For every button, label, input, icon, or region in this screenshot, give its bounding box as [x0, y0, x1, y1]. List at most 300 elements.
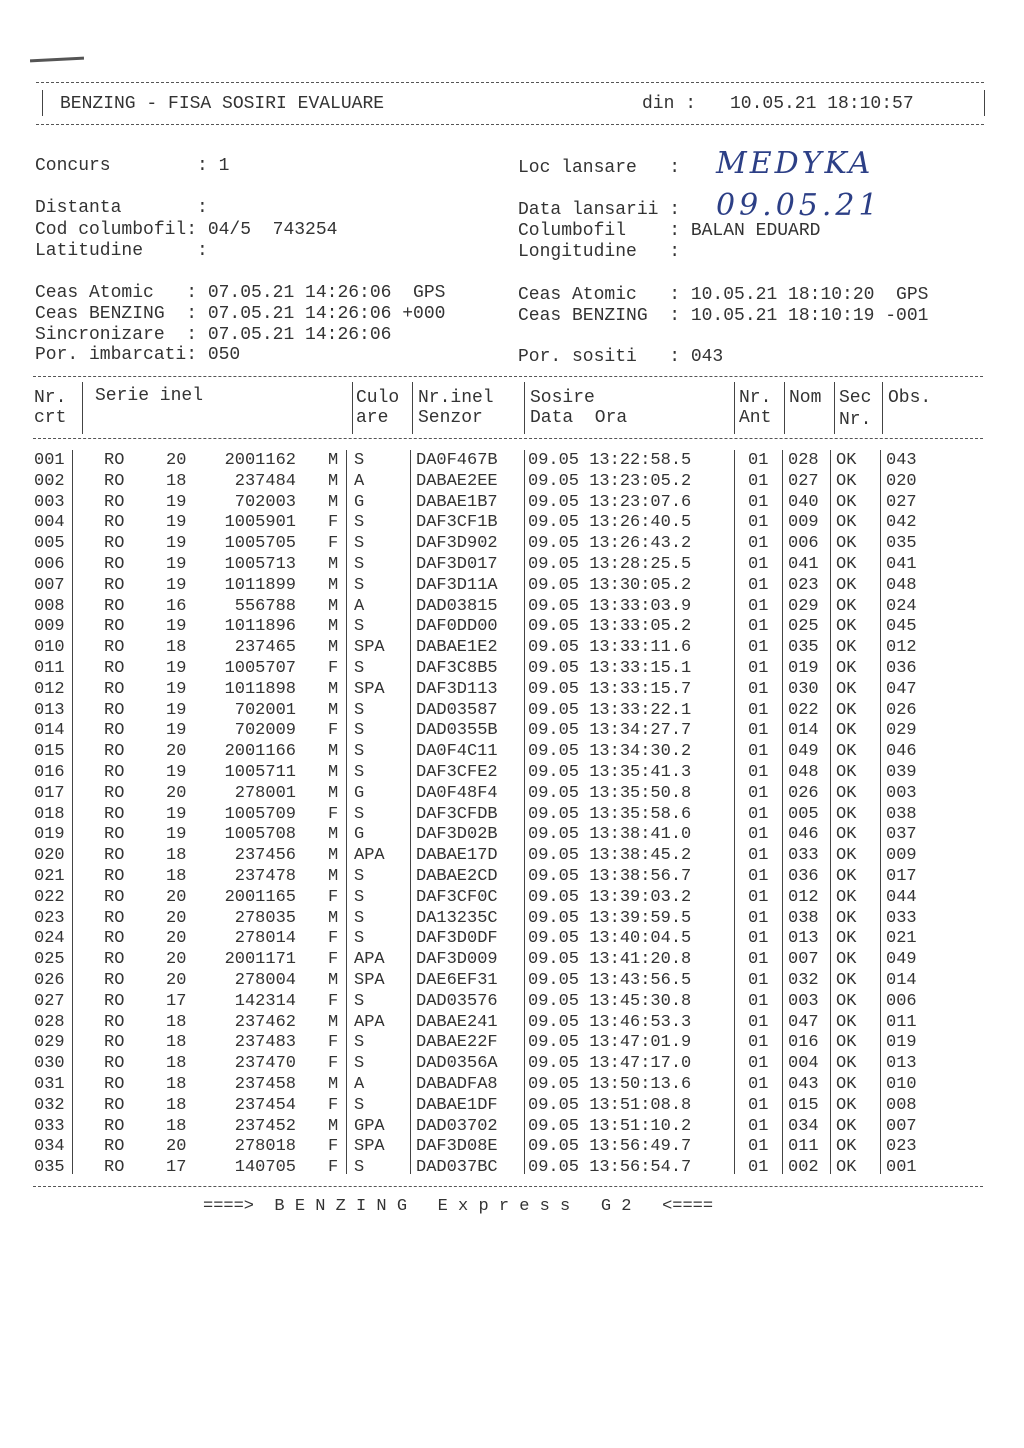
cell-sex: M — [328, 575, 339, 595]
cell-ring: 1011898 — [224, 679, 296, 699]
cell-year: 17 — [166, 1158, 187, 1178]
cell-year: 18 — [166, 1116, 187, 1136]
col-header-crt: crt — [34, 408, 67, 428]
col-header-nr-ant: Nr. — [739, 388, 772, 408]
cell-nom: 019 — [788, 659, 819, 678]
cell-sex: F — [328, 513, 339, 533]
cell-color: SPA — [354, 679, 385, 699]
cell-arrival: 09.05 13:38:45.2 — [528, 846, 692, 866]
cell-nom: 022 — [788, 700, 819, 720]
print-date-label: din : — [642, 94, 697, 114]
cell-obs: 021 — [886, 929, 917, 949]
cell-arrival: 09.05 13:35:50.8 — [528, 783, 692, 803]
cell-ant: 01 — [748, 763, 769, 782]
cell-country: RO — [104, 908, 125, 928]
cell-sensor: DAD03702 — [416, 1116, 498, 1136]
col-header-senzor: Senzor — [418, 408, 483, 428]
cell-ant: 01 — [748, 1116, 769, 1136]
cell-ant: 01 — [748, 700, 769, 720]
cell-nom: 047 — [788, 1012, 819, 1032]
cell-obs: 020 — [886, 471, 917, 491]
cell-sex: M — [328, 763, 339, 782]
cell-obs: 039 — [886, 763, 917, 782]
cell-ant: 01 — [748, 908, 769, 928]
cell-sensor: DAF3D113 — [416, 679, 498, 699]
cell-color: A — [354, 1075, 365, 1094]
cell-country: RO — [104, 929, 125, 949]
cell-sex: M — [328, 700, 339, 720]
cell-sex: F — [328, 804, 339, 824]
cell-year: 18 — [166, 1095, 187, 1115]
cell-nom: 023 — [788, 575, 819, 595]
cell-arrival: 09.05 13:33:22.1 — [528, 700, 692, 720]
cell-year: 20 — [166, 451, 187, 470]
cell-color: APA — [354, 846, 385, 866]
col-header-nr: Nr. — [34, 388, 67, 408]
cell-country: RO — [104, 1075, 125, 1094]
cell-sec: OK — [836, 534, 857, 554]
cell-sec: OK — [836, 1054, 857, 1074]
cell-color: A — [354, 471, 365, 491]
cell-country: RO — [104, 1158, 125, 1178]
cell-nom: 028 — [788, 451, 819, 470]
cell-country: RO — [104, 513, 125, 533]
cell-nr-crt: 035 — [34, 1158, 65, 1178]
cell-arrival: 09.05 13:39:59.5 — [528, 908, 692, 928]
cell-ant: 01 — [748, 950, 769, 970]
cell-nom: 016 — [788, 1033, 819, 1053]
cell-country: RO — [104, 950, 125, 970]
cell-arrival: 09.05 13:23:07.6 — [528, 492, 692, 512]
cell-sensor: DAF3D902 — [416, 534, 498, 554]
cell-nom: 026 — [788, 783, 819, 803]
cell-country: RO — [104, 492, 125, 512]
cell-sec: OK — [836, 513, 857, 533]
cell-country: RO — [104, 742, 125, 762]
cell-sec: OK — [836, 867, 857, 886]
cell-country: RO — [104, 638, 125, 658]
col-header-sec-nr: Nr. — [839, 410, 872, 430]
cell-sec: OK — [836, 1158, 857, 1178]
cell-year: 18 — [166, 1012, 187, 1032]
cell-sensor: DAD0356A — [416, 1054, 498, 1074]
cell-obs: 009 — [886, 846, 917, 866]
cell-ant: 01 — [748, 659, 769, 678]
cell-ant: 01 — [748, 617, 769, 637]
cell-nr-crt: 024 — [34, 929, 65, 949]
cell-ring: 2001166 — [224, 742, 296, 762]
cell-ring: 237458 — [234, 1075, 296, 1094]
cell-arrival: 09.05 13:46:53.3 — [528, 1012, 692, 1032]
cell-country: RO — [104, 887, 125, 907]
cell-obs: 036 — [886, 659, 917, 678]
cell-ant: 01 — [748, 575, 769, 595]
cell-sex: M — [328, 1075, 339, 1094]
cell-color: SPA — [354, 971, 385, 990]
cell-ring: 237478 — [234, 867, 296, 886]
cell-country: RO — [104, 1137, 125, 1157]
cell-obs: 029 — [886, 721, 917, 741]
cell-arrival: 09.05 13:34:30.2 — [528, 742, 692, 762]
cell-sensor: DAF3D08E — [416, 1137, 498, 1157]
cell-ant: 01 — [748, 513, 769, 533]
cell-ant: 01 — [748, 742, 769, 762]
cell-sensor: DA0F48F4 — [416, 783, 498, 803]
cell-ring: 1011896 — [224, 617, 296, 637]
cell-ant: 01 — [748, 1012, 769, 1032]
cell-color: S — [354, 804, 365, 824]
cell-nr-crt: 006 — [34, 555, 65, 574]
cell-sex: F — [328, 929, 339, 949]
cell-ring: 2001165 — [224, 887, 296, 907]
cell-sec: OK — [836, 1033, 857, 1053]
cell-year: 19 — [166, 513, 187, 533]
cell-ant: 01 — [748, 825, 769, 845]
cell-ring: 1005713 — [224, 555, 296, 574]
cell-color: S — [354, 991, 365, 1011]
cell-ant: 01 — [748, 971, 769, 990]
cell-nom: 036 — [788, 867, 819, 886]
cell-nr-crt: 012 — [34, 679, 65, 699]
cell-obs: 027 — [886, 492, 917, 512]
cell-sensor: DA0F467B — [416, 451, 498, 470]
cell-sensor: DABADFA8 — [416, 1075, 498, 1094]
cell-year: 17 — [166, 991, 187, 1011]
cell-sex: M — [328, 451, 339, 470]
cell-ring: 237462 — [234, 1012, 296, 1032]
col-header-nr-inel: Nr.inel — [418, 388, 494, 408]
cell-color: S — [354, 887, 365, 907]
cell-ring: 278004 — [234, 971, 296, 990]
cell-sensor: DAF3CF1B — [416, 513, 498, 533]
cell-sec: OK — [836, 555, 857, 574]
cell-ant: 01 — [748, 451, 769, 470]
cell-ring: 1005705 — [224, 534, 296, 554]
cell-sex: M — [328, 617, 339, 637]
cell-color: S — [354, 742, 365, 762]
cell-ant: 01 — [748, 1158, 769, 1178]
cell-obs: 045 — [886, 617, 917, 637]
cell-year: 18 — [166, 1054, 187, 1074]
cell-country: RO — [104, 991, 125, 1011]
cell-year: 19 — [166, 679, 187, 699]
cell-sensor: DAF3D02B — [416, 825, 498, 845]
cell-sec: OK — [836, 1095, 857, 1115]
cell-sec: OK — [836, 1075, 857, 1094]
cell-color: SPA — [354, 638, 385, 658]
cell-color: S — [354, 617, 365, 637]
cell-arrival: 09.05 13:35:41.3 — [528, 763, 692, 782]
cell-sensor: DABAE2CD — [416, 867, 498, 886]
cell-sec: OK — [836, 721, 857, 741]
cell-nr-crt: 018 — [34, 804, 65, 824]
cell-year: 19 — [166, 700, 187, 720]
cell-color: S — [354, 867, 365, 886]
cell-ant: 01 — [748, 846, 769, 866]
col-header-data-ora: Data Ora — [530, 408, 628, 428]
cell-color: S — [354, 659, 365, 678]
cell-year: 19 — [166, 575, 187, 595]
cell-country: RO — [104, 1012, 125, 1032]
cell-arrival: 09.05 13:56:54.7 — [528, 1158, 692, 1178]
cell-nom: 013 — [788, 929, 819, 949]
cell-sex: F — [328, 534, 339, 554]
columbofil-field: Columbofil : BALAN EDUARD — [518, 221, 821, 241]
cell-arrival: 09.05 13:34:27.7 — [528, 721, 692, 741]
cell-ring: 237483 — [234, 1033, 296, 1053]
cell-obs: 042 — [886, 513, 917, 533]
cell-nr-crt: 033 — [34, 1116, 65, 1136]
cell-arrival: 09.05 13:33:11.6 — [528, 638, 692, 658]
cell-country: RO — [104, 471, 125, 491]
cell-sensor: DAD03576 — [416, 991, 498, 1011]
cell-ring: 1005707 — [224, 659, 296, 678]
cell-sec: OK — [836, 659, 857, 678]
cell-ant: 01 — [748, 1033, 769, 1053]
cell-year: 18 — [166, 638, 187, 658]
cell-obs: 010 — [886, 1075, 917, 1094]
cell-sensor: DAF3D017 — [416, 555, 498, 574]
cell-obs: 017 — [886, 867, 917, 886]
cell-ant: 01 — [748, 887, 769, 907]
cell-sensor: DAD03815 — [416, 596, 498, 616]
cell-sex: M — [328, 867, 339, 886]
cell-nom: 049 — [788, 742, 819, 762]
cell-color: S — [354, 1033, 365, 1053]
cell-arrival: 09.05 13:38:41.0 — [528, 825, 692, 845]
cell-ant: 01 — [748, 471, 769, 491]
cell-obs: 007 — [886, 1116, 917, 1136]
cell-sensor: DAF3CF0C — [416, 887, 498, 907]
cell-arrival: 09.05 13:51:08.8 — [528, 1095, 692, 1115]
cell-obs: 003 — [886, 783, 917, 803]
cell-ring: 1011899 — [224, 575, 296, 595]
cell-sec: OK — [836, 929, 857, 949]
cell-color: S — [354, 1158, 365, 1178]
cell-country: RO — [104, 575, 125, 595]
cell-sec: OK — [836, 700, 857, 720]
cell-nr-crt: 003 — [34, 492, 65, 512]
cell-nr-crt: 014 — [34, 721, 65, 741]
cell-sex: F — [328, 721, 339, 741]
cell-ant: 01 — [748, 492, 769, 512]
cell-ring: 2001162 — [224, 451, 296, 470]
cell-obs: 001 — [886, 1158, 917, 1178]
cell-nr-crt: 002 — [34, 471, 65, 491]
cell-color: S — [354, 555, 365, 574]
cell-color: S — [354, 1095, 365, 1115]
cell-nom: 002 — [788, 1158, 819, 1178]
cell-sec: OK — [836, 596, 857, 616]
cell-nr-crt: 011 — [34, 659, 65, 678]
cell-year: 18 — [166, 846, 187, 866]
cell-ant: 01 — [748, 1137, 769, 1157]
cell-nr-crt: 015 — [34, 742, 65, 762]
cell-arrival: 09.05 13:47:17.0 — [528, 1054, 692, 1074]
cell-obs: 048 — [886, 575, 917, 595]
cell-color: A — [354, 596, 365, 616]
cell-color: S — [354, 908, 365, 928]
cell-nr-crt: 026 — [34, 971, 65, 990]
cell-country: RO — [104, 596, 125, 616]
cell-arrival: 09.05 13:41:20.8 — [528, 950, 692, 970]
cell-arrival: 09.05 13:43:56.5 — [528, 971, 692, 990]
cell-country: RO — [104, 617, 125, 637]
ceas-benzing-start: Ceas BENZING : 07.05.21 14:26:06 +000 — [35, 304, 446, 324]
cell-nom: 005 — [788, 804, 819, 824]
cell-year: 18 — [166, 1033, 187, 1053]
col-header-serie-inel: Serie inel — [95, 386, 204, 406]
cell-ring: 237484 — [234, 471, 296, 491]
cell-nom: 038 — [788, 908, 819, 928]
document-title: BENZING - FISA SOSIRI EVALUARE — [60, 94, 385, 114]
cell-sensor: DAD0355B — [416, 721, 498, 741]
cell-nom: 032 — [788, 971, 819, 990]
cell-country: RO — [104, 763, 125, 782]
cell-country: RO — [104, 867, 125, 886]
cell-ant: 01 — [748, 721, 769, 741]
cell-sex: M — [328, 742, 339, 762]
cell-ring: 237456 — [234, 846, 296, 866]
cell-color: APA — [354, 950, 385, 970]
cell-arrival: 09.05 13:33:03.9 — [528, 596, 692, 616]
col-header-ant: Ant — [739, 408, 772, 428]
cell-sensor: DAE6EF31 — [416, 971, 498, 990]
cell-ring: 2001171 — [224, 950, 296, 970]
ceas-atomic-end: Ceas Atomic : 10.05.21 18:10:20 GPS — [518, 285, 929, 305]
cell-year: 20 — [166, 887, 187, 907]
cell-ring: 702001 — [234, 700, 296, 720]
cell-ant: 01 — [748, 867, 769, 886]
cell-nr-crt: 016 — [34, 763, 65, 782]
cell-nom: 011 — [788, 1137, 819, 1157]
cell-nr-crt: 004 — [34, 513, 65, 533]
cell-arrival: 09.05 13:22:58.5 — [528, 451, 692, 470]
cell-nom: 014 — [788, 721, 819, 741]
cell-sec: OK — [836, 679, 857, 699]
cell-ring: 142314 — [234, 991, 296, 1011]
cell-year: 19 — [166, 804, 187, 824]
cell-sec: OK — [836, 492, 857, 512]
cell-nr-crt: 005 — [34, 534, 65, 554]
cell-ring: 702003 — [234, 492, 296, 512]
cell-nom: 025 — [788, 617, 819, 637]
cell-arrival: 09.05 13:56:49.7 — [528, 1137, 692, 1157]
cell-ring: 1005711 — [224, 763, 296, 782]
cell-sec: OK — [836, 1012, 857, 1032]
cell-sensor: DAF3D009 — [416, 950, 498, 970]
cell-country: RO — [104, 534, 125, 554]
col-header-obs: Obs. — [888, 388, 932, 408]
cell-nom: 007 — [788, 950, 819, 970]
cell-sensor: DAF3D11A — [416, 575, 498, 595]
cell-sensor: DABAE22F — [416, 1033, 498, 1053]
cell-country: RO — [104, 700, 125, 720]
cell-sex: M — [328, 471, 339, 491]
cell-arrival: 09.05 13:23:05.2 — [528, 471, 692, 491]
cell-country: RO — [104, 1095, 125, 1115]
cell-year: 20 — [166, 971, 187, 990]
cell-sensor: DABAE241 — [416, 1012, 498, 1032]
cell-year: 20 — [166, 950, 187, 970]
cell-ring: 237465 — [234, 638, 296, 658]
cell-sensor: DABAE1E2 — [416, 638, 498, 658]
loc-lansare-label: Loc lansare : — [518, 158, 681, 178]
cell-obs: 026 — [886, 700, 917, 720]
cell-ring: 556788 — [234, 596, 296, 616]
cell-color: GPA — [354, 1116, 385, 1136]
cell-country: RO — [104, 1054, 125, 1074]
cell-ant: 01 — [748, 534, 769, 554]
cell-nom: 003 — [788, 991, 819, 1011]
cell-year: 18 — [166, 1075, 187, 1094]
cell-obs: 041 — [886, 555, 917, 574]
cell-ring: 237452 — [234, 1116, 296, 1136]
cell-ring: 237470 — [234, 1054, 296, 1074]
cell-sensor: DAD037BC — [416, 1158, 498, 1178]
cell-sensor: DAF0DD00 — [416, 617, 498, 637]
cell-nr-crt: 025 — [34, 950, 65, 970]
cell-nom: 030 — [788, 679, 819, 699]
cell-sex: F — [328, 1033, 339, 1053]
cell-year: 16 — [166, 596, 187, 616]
cell-sec: OK — [836, 908, 857, 928]
cell-obs: 047 — [886, 679, 917, 699]
cell-obs: 043 — [886, 451, 917, 470]
cell-nom: 048 — [788, 763, 819, 782]
col-header-are: are — [356, 408, 389, 428]
cell-country: RO — [104, 783, 125, 803]
cod-columbofil-field: Cod columbofil: 04/5 743254 — [35, 220, 338, 240]
cell-obs: 006 — [886, 991, 917, 1011]
cell-sex: M — [328, 596, 339, 616]
cell-sec: OK — [836, 804, 857, 824]
cell-nom: 009 — [788, 513, 819, 533]
cell-sec: OK — [836, 887, 857, 907]
cell-sec: OK — [836, 950, 857, 970]
cell-arrival: 09.05 13:26:40.5 — [528, 513, 692, 533]
cell-sex: F — [328, 1137, 339, 1157]
cell-obs: 035 — [886, 534, 917, 554]
cell-obs: 038 — [886, 804, 917, 824]
cell-arrival: 09.05 13:35:58.6 — [528, 804, 692, 824]
cell-nom: 027 — [788, 471, 819, 491]
cell-year: 20 — [166, 742, 187, 762]
cell-nr-crt: 007 — [34, 575, 65, 595]
cell-sensor: DA0F4C11 — [416, 742, 498, 762]
col-header-culo: Culo — [356, 388, 400, 408]
cell-sec: OK — [836, 846, 857, 866]
data-lansarii-label: Data lansarii : — [518, 200, 681, 220]
cell-color: G — [354, 492, 365, 512]
cell-nr-crt: 021 — [34, 867, 65, 886]
cell-obs: 044 — [886, 887, 917, 907]
cell-nr-crt: 028 — [34, 1012, 65, 1032]
cell-nr-crt: 027 — [34, 991, 65, 1011]
cell-sec: OK — [836, 638, 857, 658]
cell-nr-crt: 031 — [34, 1075, 65, 1094]
cell-year: 19 — [166, 555, 187, 574]
cell-arrival: 09.05 13:40:04.5 — [528, 929, 692, 949]
sincronizare-field: Sincronizare : 07.05.21 14:26:06 — [35, 325, 392, 345]
cell-sec: OK — [836, 1116, 857, 1136]
cell-ant: 01 — [748, 1095, 769, 1115]
cell-obs: 011 — [886, 1012, 917, 1032]
cell-nr-crt: 019 — [34, 825, 65, 845]
loc-lansare-handwritten: MEDYKA — [716, 146, 874, 181]
cell-arrival: 09.05 13:26:43.2 — [528, 534, 692, 554]
cell-arrival: 09.05 13:33:05.2 — [528, 617, 692, 637]
